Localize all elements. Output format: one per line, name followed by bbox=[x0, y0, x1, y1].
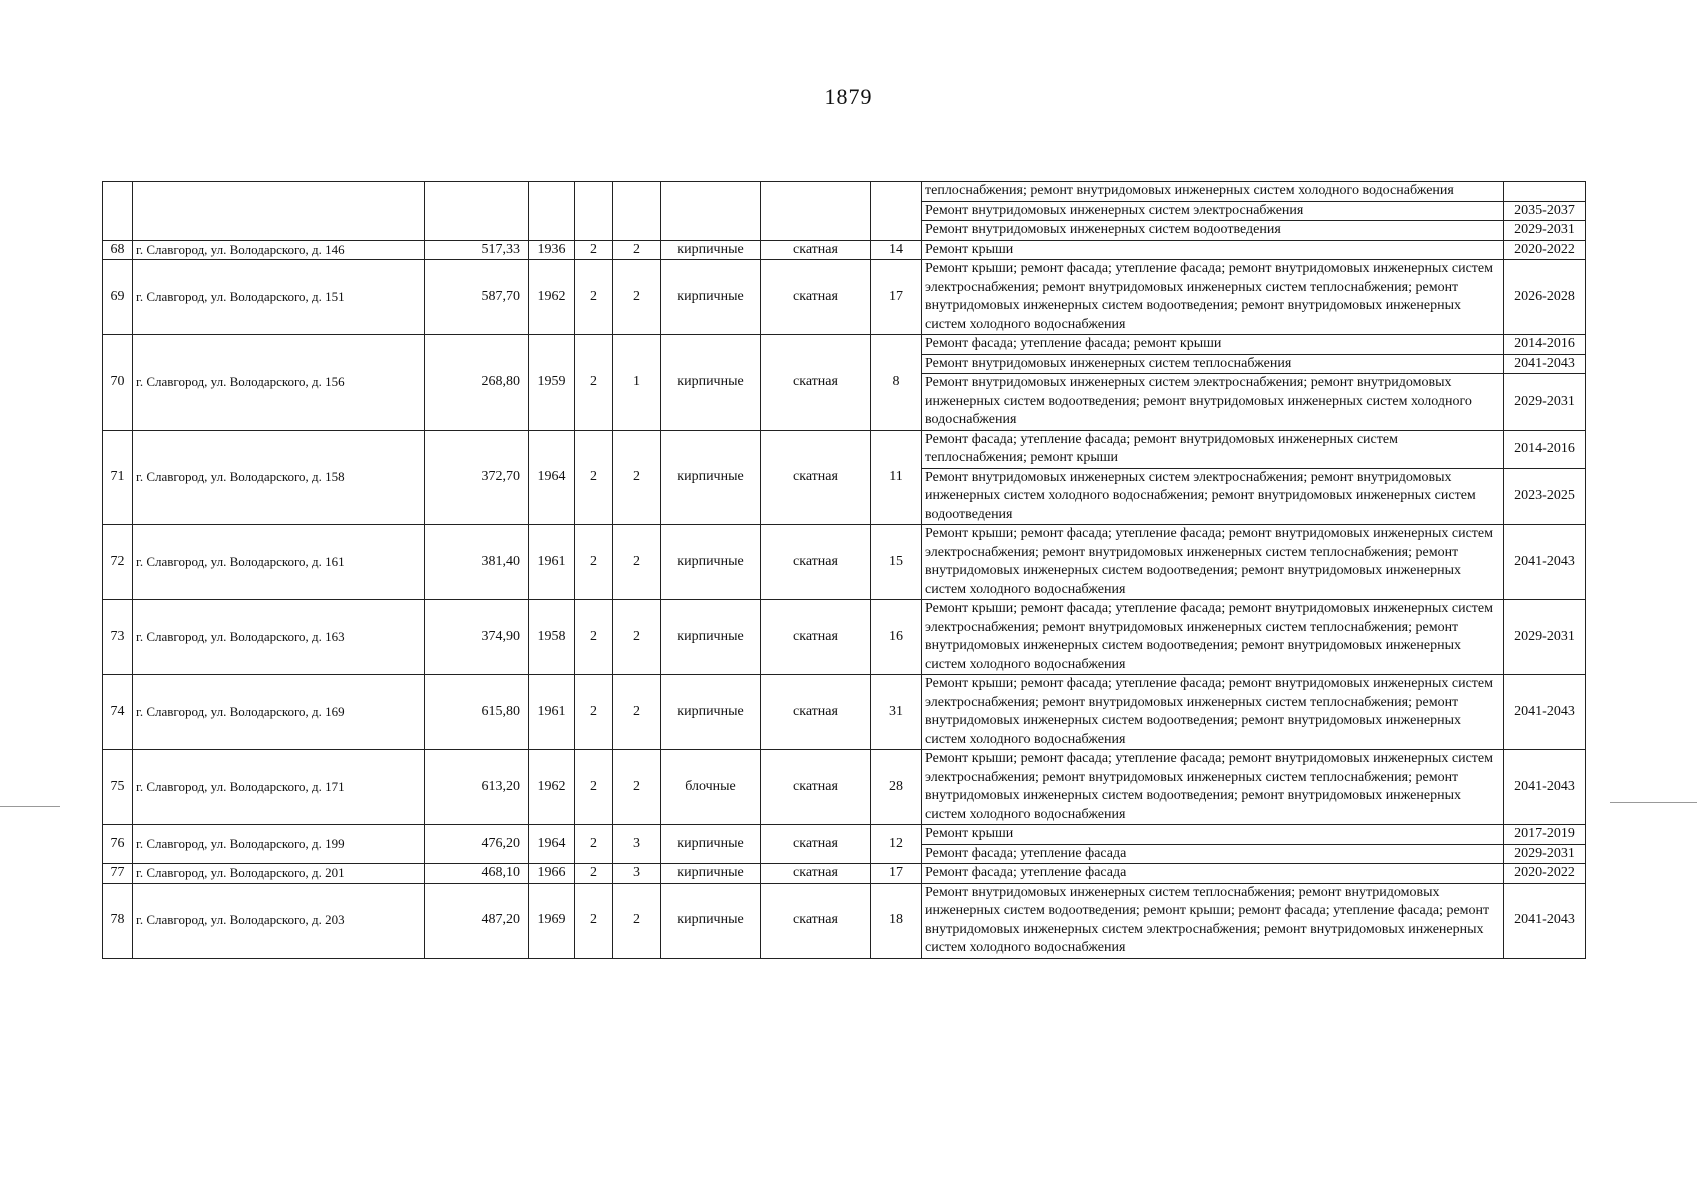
work-period: 2029-2031 bbox=[1504, 600, 1586, 675]
walls-material-cell: кирпичные bbox=[661, 430, 761, 525]
table-body bbox=[103, 182, 1586, 959]
row-number: 73 bbox=[103, 600, 133, 675]
page-number: 1879 bbox=[824, 84, 873, 109]
table-row bbox=[103, 525, 1586, 600]
work-period: 2041-2043 bbox=[1504, 750, 1586, 825]
walls-material-cell: блочные bbox=[661, 750, 761, 825]
table-row bbox=[103, 260, 1586, 335]
walls-material-cell: кирпичные bbox=[661, 600, 761, 675]
empty-cell bbox=[103, 182, 133, 241]
work-period: 2029-2031 bbox=[1504, 844, 1586, 864]
walls-material-cell: кирпичные bbox=[661, 864, 761, 884]
area-cell: 381,40 bbox=[425, 525, 529, 600]
entrances-cell: 1 bbox=[613, 335, 661, 431]
roof-type-cell: скатная bbox=[761, 335, 871, 431]
address-cell: г. Славгород, ул. Володарского, д. 151 bbox=[133, 260, 425, 335]
walls-material-cell: кирпичные bbox=[661, 240, 761, 260]
work-description: Ремонт внутридомовых инженерных систем электроснабжения; ремонт внутридомовых инженерных систем водоотведения; ремонт внутридомовых инженерных систем холодного водоснабжения bbox=[922, 374, 1504, 431]
walls-material-cell: кирпичные bbox=[661, 883, 761, 958]
row-number: 76 bbox=[103, 825, 133, 864]
roof-type-cell: скатная bbox=[761, 864, 871, 884]
floors-cell: 2 bbox=[575, 260, 613, 335]
year-cell: 1964 bbox=[529, 430, 575, 525]
row-number: 71 bbox=[103, 430, 133, 525]
row-number: 69 bbox=[103, 260, 133, 335]
area-cell: 517,33 bbox=[425, 240, 529, 260]
row-number: 70 bbox=[103, 335, 133, 431]
work-period: 2014-2016 bbox=[1504, 335, 1586, 355]
scan-artifact-right bbox=[1610, 802, 1697, 803]
work-description: Ремонт внутридомовых инженерных систем теплоснабжения; ремонт внутридомовых инженерных систем водоотведения; ремонт крыши; ремонт фасада; утепление фасада; ремонт внутридомовых инженерных систем электроснабжения; ремонт внутридомовых инженерных систем холодного водоснабжения bbox=[922, 883, 1504, 958]
roof-type-cell: скатная bbox=[761, 675, 871, 750]
work-period: 2017-2019 bbox=[1504, 825, 1586, 845]
roof-type-cell: скатная bbox=[761, 430, 871, 525]
entrances-cell: 3 bbox=[613, 825, 661, 864]
table-row bbox=[103, 825, 1586, 845]
year-cell: 1959 bbox=[529, 335, 575, 431]
area-cell: 587,70 bbox=[425, 260, 529, 335]
table-row bbox=[103, 883, 1586, 958]
row-number: 72 bbox=[103, 525, 133, 600]
work-description: Ремонт крыши bbox=[922, 240, 1504, 260]
area-cell: 468,10 bbox=[425, 864, 529, 884]
walls-material-cell: кирпичные bbox=[661, 825, 761, 864]
residents-cell: 8 bbox=[871, 335, 922, 431]
work-period: 2041-2043 bbox=[1504, 525, 1586, 600]
roof-type-cell: скатная bbox=[761, 260, 871, 335]
residents-cell: 16 bbox=[871, 600, 922, 675]
roof-type-cell: скатная bbox=[761, 600, 871, 675]
work-period: 2035-2037 bbox=[1504, 201, 1586, 221]
residents-cell: 17 bbox=[871, 864, 922, 884]
roof-type-cell: скатная bbox=[761, 750, 871, 825]
empty-cell bbox=[575, 182, 613, 241]
work-period: 2023-2025 bbox=[1504, 468, 1586, 525]
address-cell: г. Славгород, ул. Володарского, д. 199 bbox=[133, 825, 425, 864]
empty-cell bbox=[529, 182, 575, 241]
table-row bbox=[103, 750, 1586, 825]
row-number: 75 bbox=[103, 750, 133, 825]
table-row bbox=[103, 430, 1586, 468]
entrances-cell: 2 bbox=[613, 600, 661, 675]
work-description: Ремонт фасада; утепление фасада; ремонт крыши bbox=[922, 335, 1504, 355]
roof-type-cell: скатная bbox=[761, 525, 871, 600]
address-cell: г. Славгород, ул. Володарского, д. 169 bbox=[133, 675, 425, 750]
floors-cell: 2 bbox=[575, 675, 613, 750]
address-cell: г. Славгород, ул. Володарского, д. 203 bbox=[133, 883, 425, 958]
row-number: 74 bbox=[103, 675, 133, 750]
entrances-cell: 3 bbox=[613, 864, 661, 884]
work-description: Ремонт крыши bbox=[922, 825, 1504, 845]
entrances-cell: 2 bbox=[613, 883, 661, 958]
floors-cell: 2 bbox=[575, 864, 613, 884]
address-cell: г. Славгород, ул. Володарского, д. 201 bbox=[133, 864, 425, 884]
year-cell: 1936 bbox=[529, 240, 575, 260]
table-row bbox=[103, 675, 1586, 750]
address-cell: г. Славгород, ул. Володарского, д. 171 bbox=[133, 750, 425, 825]
entrances-cell: 2 bbox=[613, 430, 661, 525]
walls-material-cell: кирпичные bbox=[661, 525, 761, 600]
scan-artifact-left bbox=[0, 806, 60, 807]
work-period: 2029-2031 bbox=[1504, 374, 1586, 431]
table-row bbox=[103, 240, 1586, 260]
walls-material-cell: кирпичные bbox=[661, 335, 761, 431]
roof-type-cell: скатная bbox=[761, 883, 871, 958]
area-cell: 615,80 bbox=[425, 675, 529, 750]
work-description: Ремонт крыши; ремонт фасада; утепление фасада; ремонт внутридомовых инженерных систем электроснабжения; ремонт внутридомовых инженерных систем теплоснабжения; ремонт внутридомовых инженерных систем водоотведения; ремонт внутридомовых инженерных систем холодного водоснабжения bbox=[922, 525, 1504, 600]
year-cell: 1969 bbox=[529, 883, 575, 958]
work-description: теплоснабжения; ремонт внутридомовых инженерных систем холодного водоснабжения bbox=[922, 182, 1504, 202]
work-description: Ремонт внутридомовых инженерных систем электроснабжения bbox=[922, 201, 1504, 221]
work-period: 2041-2043 bbox=[1504, 675, 1586, 750]
work-description: Ремонт фасада; утепление фасада bbox=[922, 844, 1504, 864]
empty-cell bbox=[761, 182, 871, 241]
address-cell: г. Славгород, ул. Володарского, д. 156 bbox=[133, 335, 425, 431]
work-description: Ремонт крыши; ремонт фасада; утепление фасада; ремонт внутридомовых инженерных систем электроснабжения; ремонт внутридомовых инженерных систем теплоснабжения; ремонт внутридомовых инженерных систем водоотведения; ремонт внутридомовых инженерных систем холодного водоснабжения bbox=[922, 260, 1504, 335]
floors-cell: 2 bbox=[575, 750, 613, 825]
work-period: 2026-2028 bbox=[1504, 260, 1586, 335]
work-description: Ремонт фасада; утепление фасада bbox=[922, 864, 1504, 884]
address-cell: г. Славгород, ул. Володарского, д. 158 bbox=[133, 430, 425, 525]
work-description: Ремонт внутридомовых инженерных систем электроснабжения; ремонт внутридомовых инженерных систем холодного водоснабжения; ремонт внутридомовых инженерных систем водоотведения bbox=[922, 468, 1504, 525]
work-period: 2020-2022 bbox=[1504, 240, 1586, 260]
work-period: 2020-2022 bbox=[1504, 864, 1586, 884]
housing-repair-table bbox=[102, 181, 1586, 959]
walls-material-cell: кирпичные bbox=[661, 260, 761, 335]
work-period: 2014-2016 bbox=[1504, 430, 1586, 468]
floors-cell: 2 bbox=[575, 600, 613, 675]
empty-cell bbox=[661, 182, 761, 241]
walls-material-cell: кирпичные bbox=[661, 675, 761, 750]
area-cell: 372,70 bbox=[425, 430, 529, 525]
residents-cell: 15 bbox=[871, 525, 922, 600]
row-number: 68 bbox=[103, 240, 133, 260]
empty-cell bbox=[133, 182, 425, 241]
table-row bbox=[103, 182, 1586, 202]
empty-cell bbox=[425, 182, 529, 241]
area-cell: 613,20 bbox=[425, 750, 529, 825]
residents-cell: 11 bbox=[871, 430, 922, 525]
table-row bbox=[103, 600, 1586, 675]
work-description: Ремонт внутридомовых инженерных систем теплоснабжения bbox=[922, 354, 1504, 374]
roof-type-cell: скатная bbox=[761, 825, 871, 864]
floors-cell: 2 bbox=[575, 240, 613, 260]
work-period: 2041-2043 bbox=[1504, 883, 1586, 958]
entrances-cell: 2 bbox=[613, 260, 661, 335]
floors-cell: 2 bbox=[575, 883, 613, 958]
residents-cell: 17 bbox=[871, 260, 922, 335]
entrances-cell: 2 bbox=[613, 675, 661, 750]
work-description: Ремонт фасада; утепление фасада; ремонт внутридомовых инженерных систем теплоснабжения; ремонт крыши bbox=[922, 430, 1504, 468]
year-cell: 1958 bbox=[529, 600, 575, 675]
address-cell: г. Славгород, ул. Володарского, д. 161 bbox=[133, 525, 425, 600]
row-number: 77 bbox=[103, 864, 133, 884]
work-period: 2041-2043 bbox=[1504, 354, 1586, 374]
residents-cell: 18 bbox=[871, 883, 922, 958]
floors-cell: 2 bbox=[575, 825, 613, 864]
residents-cell: 28 bbox=[871, 750, 922, 825]
area-cell: 374,90 bbox=[425, 600, 529, 675]
year-cell: 1961 bbox=[529, 525, 575, 600]
entrances-cell: 2 bbox=[613, 525, 661, 600]
area-cell: 487,20 bbox=[425, 883, 529, 958]
work-description: Ремонт внутридомовых инженерных систем водоотведения bbox=[922, 221, 1504, 241]
row-number: 78 bbox=[103, 883, 133, 958]
year-cell: 1961 bbox=[529, 675, 575, 750]
address-cell: г. Славгород, ул. Володарского, д. 146 bbox=[133, 240, 425, 260]
floors-cell: 2 bbox=[575, 430, 613, 525]
residents-cell: 14 bbox=[871, 240, 922, 260]
residents-cell: 12 bbox=[871, 825, 922, 864]
work-description: Ремонт крыши; ремонт фасада; утепление фасада; ремонт внутридомовых инженерных систем электроснабжения; ремонт внутридомовых инженерных систем теплоснабжения; ремонт внутридомовых инженерных систем водоотведения; ремонт внутридомовых инженерных систем холодного водоснабжения bbox=[922, 750, 1504, 825]
entrances-cell: 2 bbox=[613, 240, 661, 260]
year-cell: 1962 bbox=[529, 750, 575, 825]
year-cell: 1962 bbox=[529, 260, 575, 335]
year-cell: 1966 bbox=[529, 864, 575, 884]
floors-cell: 2 bbox=[575, 335, 613, 431]
area-cell: 268,80 bbox=[425, 335, 529, 431]
area-cell: 476,20 bbox=[425, 825, 529, 864]
year-cell: 1964 bbox=[529, 825, 575, 864]
empty-cell bbox=[613, 182, 661, 241]
work-period: 2029-2031 bbox=[1504, 221, 1586, 241]
residents-cell: 31 bbox=[871, 675, 922, 750]
work-description: Ремонт крыши; ремонт фасада; утепление фасада; ремонт внутридомовых инженерных систем электроснабжения; ремонт внутридомовых инженерных систем теплоснабжения; ремонт внутридомовых инженерных систем водоотведения; ремонт внутридомовых инженерных систем холодного водоснабжения bbox=[922, 675, 1504, 750]
work-description: Ремонт крыши; ремонт фасада; утепление фасада; ремонт внутридомовых инженерных систем электроснабжения; ремонт внутридомовых инженерных систем теплоснабжения; ремонт внутридомовых инженерных систем водоотведения; ремонт внутридомовых инженерных систем холодного водоснабжения bbox=[922, 600, 1504, 675]
table-row bbox=[103, 864, 1586, 884]
table-row bbox=[103, 335, 1586, 355]
address-cell: г. Славгород, ул. Володарского, д. 163 bbox=[133, 600, 425, 675]
floors-cell: 2 bbox=[575, 525, 613, 600]
empty-cell bbox=[871, 182, 922, 241]
work-period bbox=[1504, 182, 1586, 202]
roof-type-cell: скатная bbox=[761, 240, 871, 260]
entrances-cell: 2 bbox=[613, 750, 661, 825]
